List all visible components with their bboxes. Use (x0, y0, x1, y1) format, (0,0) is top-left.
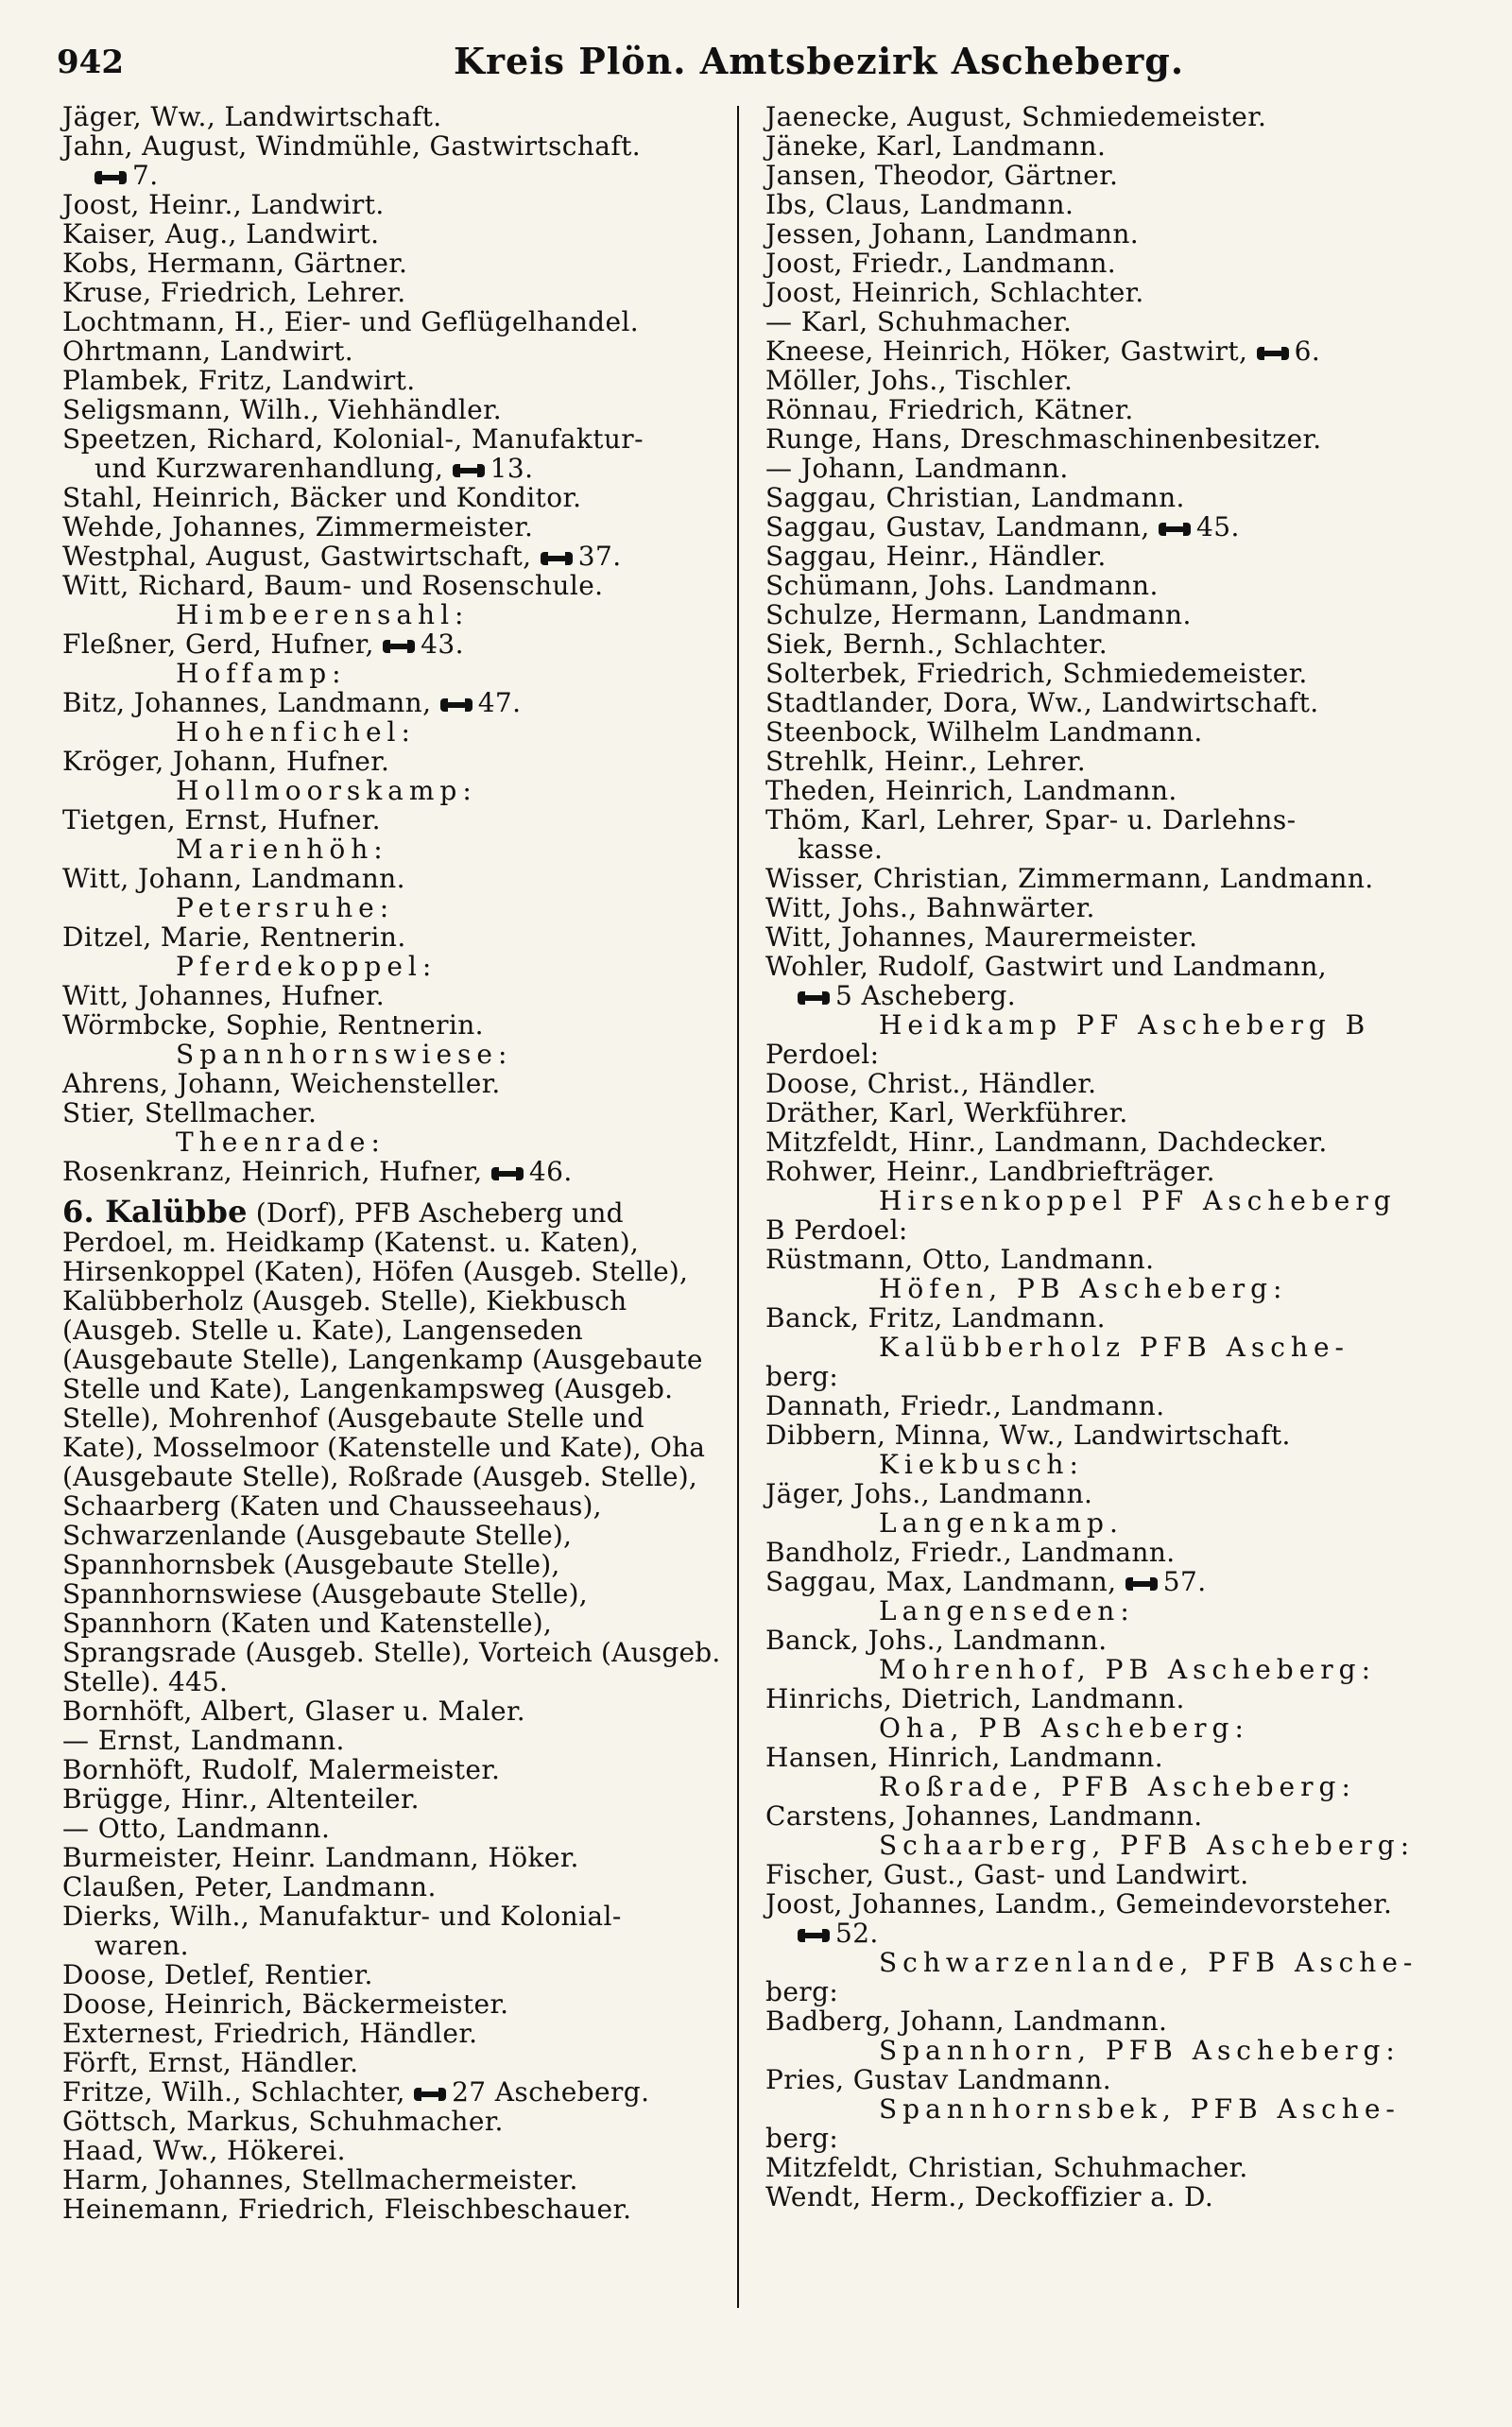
directory-entry (765, 1362, 1455, 1391)
entry-text: Witt, Johs., Bahnwärter. (765, 892, 1095, 923)
directory-entry (62, 249, 724, 278)
directory-entry (765, 1889, 1455, 1919)
entry-text: Fischer, Gust., Gast- und Landwirt. (765, 1859, 1249, 1890)
entry-text: Ahrens, Johann, Weichensteller. (62, 1068, 501, 1099)
directory-entry (765, 1479, 1455, 1508)
directory-entry (765, 922, 1455, 952)
directory-entry (765, 219, 1455, 249)
telephone-number: 57. (1162, 1566, 1207, 1597)
entry-text: Strehlk, Heinr., Lehrer. (765, 746, 1087, 777)
directory-entry (62, 1784, 724, 1814)
directory-entry (765, 1245, 1455, 1274)
directory-entry (765, 1420, 1455, 1450)
telephone-number: 52. (835, 1918, 879, 1949)
telephone-icon (798, 1929, 830, 1942)
entry-text: Haad, Ww., Hökerei. (62, 2135, 346, 2166)
entry-text: Fleßner, Gerd, Hufner, (62, 628, 374, 660)
directory-entry (62, 864, 724, 893)
directory-entry (765, 1977, 1455, 2006)
entry-text: Schulze, Hermann, Landmann. (765, 599, 1192, 630)
entry-text: — Karl, Schuhmacher. (765, 306, 1073, 337)
entry-text: berg: (765, 1976, 839, 2007)
entry-text: Jaenecke, August, Schmiedemeister. (765, 101, 1267, 132)
locality-heading: Marienhöh: (176, 834, 388, 865)
entry-text: Stier, Stellmacher. (62, 1097, 318, 1128)
entry-text: Brügge, Hinr., Altenteiler. (62, 1783, 420, 1815)
entry-text: Thöm, Karl, Lehrer, Spar- u. Darlehns- (765, 804, 1297, 835)
locality-heading: Roßrade, PFB Ascheberg: (879, 1771, 1356, 1802)
entry-text: Wendt, Herm., Deckoffizier a. D. (765, 2181, 1214, 2212)
entry-text: Bitz, Johannes, Landmann, (62, 687, 432, 718)
directory-entry (765, 1684, 1455, 1713)
directory-entry (62, 1098, 724, 1127)
directory-entry (62, 1960, 724, 1989)
directory-entry (765, 278, 1455, 307)
entry-text: Theden, Heinrich, Landmann. (765, 775, 1177, 806)
directory-entry (62, 1902, 724, 1931)
directory-entry (765, 249, 1455, 278)
locality-heading: Hoffamp: (176, 658, 347, 689)
telephone-number: 45. (1196, 511, 1240, 542)
telephone-icon (491, 1167, 524, 1180)
directory-entry (765, 805, 1455, 835)
telephone-number: 6. (1294, 336, 1321, 367)
directory-entry (62, 190, 724, 219)
directory-entry (765, 1391, 1455, 1420)
entry-text: Bornhöft, Rudolf, Malermeister. (62, 1754, 501, 1785)
entry-text: Badberg, Johann, Landmann. (765, 2005, 1168, 2037)
directory-entry (765, 717, 1455, 747)
column-divider (737, 106, 739, 2308)
telephone-icon (798, 991, 830, 1005)
directory-entry (765, 307, 1455, 336)
entry-text: Ibs, Claus, Landmann. (765, 189, 1074, 220)
entry-text: Mitzfeldt, Hinr., Landmann, Dachdecker. (765, 1127, 1328, 1158)
directory-entry (62, 571, 724, 600)
directory-entry (62, 2019, 724, 2048)
entry-text: Carstens, Johannes, Landmann. (765, 1800, 1203, 1832)
directory-entry (765, 864, 1455, 893)
directory-entry (62, 1872, 724, 1902)
municipality-description (62, 1194, 724, 1697)
directory-entry (765, 688, 1455, 717)
directory-entry (62, 1696, 724, 1726)
entry-text: Kruse, Friedrich, Lehrer. (62, 277, 406, 308)
entry-text: Stadtlander, Dora, Ww., Landwirtschaft. (765, 687, 1319, 718)
entry-text: Banck, Fritz, Landmann. (765, 1302, 1106, 1334)
locality-heading: Oha, PB Ascheberg: (879, 1713, 1249, 1744)
directory-entry (765, 1127, 1455, 1157)
entry-text: Ditzel, Marie, Rentnerin. (62, 921, 406, 953)
directory-entry (62, 219, 724, 249)
telephone-number: 43. (421, 628, 464, 660)
locality-heading: Mohrenhof, PB Ascheberg: (879, 1654, 1377, 1685)
entry-text: Wehde, Johannes, Zimmermeister. (62, 511, 534, 542)
directory-entry (62, 747, 724, 776)
directory-entry (62, 2195, 724, 2224)
directory-entry (765, 1567, 1455, 1596)
entry-continuation (765, 835, 1455, 864)
directory-entry (62, 542, 724, 571)
directory-entry (765, 1215, 1455, 1245)
entry-text: Doose, Detlef, Rentier. (62, 1959, 373, 1990)
directory-entry (62, 1726, 724, 1755)
entry-text: Joost, Johannes, Landm., Gemeindevorsteher. (765, 1888, 1393, 1919)
directory-entry (765, 336, 1455, 366)
entry-text: — Johann, Landmann. (765, 453, 1069, 484)
directory-entry (62, 336, 724, 366)
locality-heading: Heidkamp PF Ascheberg B (879, 1009, 1371, 1041)
directory-entry (62, 1989, 724, 2019)
entry-text: Perdoel: (765, 1039, 880, 1070)
entry-text: Jäneke, Karl, Landmann. (765, 130, 1107, 162)
locality-heading: Höfen, PB Ascheberg: (879, 1273, 1288, 1304)
entry-text: — Ernst, Landmann. (62, 1725, 345, 1756)
entry-text: Wisser, Christian, Zimmermann, Landmann. (765, 863, 1374, 894)
page-header (57, 26, 1455, 83)
entry-text: Dannath, Friedr., Landmann. (765, 1390, 1165, 1421)
entry-text: Saggau, Heinr., Händler. (765, 541, 1107, 572)
locality-heading: Schaarberg, PFB Ascheberg: (879, 1830, 1416, 1861)
locality-heading: Petersruhe: (176, 892, 395, 923)
telephone-number: 37. (577, 541, 622, 572)
entry-text: Jäger, Ww., Landwirtschaft. (62, 101, 442, 132)
telephone-icon (1159, 523, 1191, 536)
entry-text: Jahn, August, Windmühle, Gastwirtschaft. (62, 130, 642, 162)
directory-entry (765, 893, 1455, 922)
entry-text: Saggau, Gustav, Landmann, (765, 511, 1150, 542)
directory-entry (765, 1626, 1455, 1655)
entry-continuation (765, 1919, 1455, 1948)
telephone-number: 27 Ascheberg. (452, 2076, 650, 2108)
locality-heading: Schwarzenlande, PFB Asche- (879, 1947, 1418, 1978)
entry-text: Wohler, Rudolf, Gastwirt und Landmann, (765, 951, 1328, 982)
entry-text: Witt, Richard, Baum- und Rosenschule. (62, 570, 604, 601)
directory-entry (765, 952, 1455, 981)
directory-entry (62, 307, 724, 336)
entry-text: Schümann, Johs. Landmann. (765, 570, 1159, 601)
entry-text: Kröger, Johann, Hufner. (62, 746, 390, 777)
entry-text: Harm, Johannes, Stellmachermeister. (62, 2164, 578, 2195)
directory-entry (765, 161, 1455, 190)
telephone-icon (541, 552, 573, 565)
municipality-details: (Dorf), PFB Ascheberg und Perdoel, m. Heidkamp (Katenst. u. Katen), Hirsenkoppel (Katen), Höfen (Ausgeb. Stelle), Kalübberholz (Ausgeb. Stelle), Kiekbusch (Ausgeb. Stelle u. Kate), Langenseden (Ausgebaute Stelle), Langenkamp (Ausgebaute Stelle und Kate), Langenkampsweg (Ausgeb. Stelle), Mohrenhof (Ausgebaute Stelle und Kate), Mosselmoor (Katenstelle und Kate), Oha (Ausgebaute Stelle), Roßrade (Ausgeb. Stelle), Schaarberg (Katen und Chausseehaus), Schwarzenlande (Ausgebaute Stelle), Spannhornsbek (Ausgebaute Stelle), Spannhornswiese (Ausgebaute Stelle), Spannhorn (Katen und Katenstelle), Sprangsrade (Ausgeb. Stelle), Vorteich (Ausgeb. Stelle). 445. (62, 1197, 721, 1697)
entry-text: Tietgen, Ernst, Hufner. (62, 804, 381, 835)
entry-text: berg: (765, 1361, 839, 1392)
entry-text: Seligsmann, Wilh., Viehhändler. (62, 394, 503, 425)
directory-entry (765, 1538, 1455, 1567)
directory-entry (765, 454, 1455, 483)
entry-text: Witt, Johannes, Maurermeister. (765, 921, 1198, 953)
entry-text: Plambek, Fritz, Landwirt. (62, 365, 416, 396)
entry-text: Jessen, Johann, Landmann. (765, 218, 1140, 250)
locality-heading: Hollmoorskamp: (176, 775, 477, 806)
directory-entry (62, 1843, 724, 1872)
directory-entry (765, 659, 1455, 688)
directory-entry (765, 190, 1455, 219)
directory-entry (765, 1157, 1455, 1186)
telephone-number: 7. (132, 160, 159, 191)
directory-entry (62, 1157, 724, 1186)
directory-entry (62, 131, 724, 161)
locality-heading: Spannhornsbek, PFB Asche- (879, 2093, 1400, 2125)
entry-text: Rönnau, Friedrich, Kätner. (765, 394, 1134, 425)
entry-text: Lochtmann, H., Eier- und Geflügelhandel. (62, 306, 640, 337)
entry-text: Kaiser, Aug., Landwirt. (62, 218, 380, 250)
municipality-name: 6. Kalübbe (62, 1194, 248, 1230)
entry-text: Pries, Gustav Landmann. (765, 2064, 1112, 2095)
directory-entry (62, 688, 724, 717)
directory-entry (765, 483, 1455, 512)
directory-entry (62, 512, 724, 542)
directory-entry (765, 131, 1455, 161)
entry-text: Bornhöft, Albert, Glaser u. Maler. (62, 1695, 526, 1727)
locality-heading: Himbeerensahl: (176, 599, 470, 630)
entry-text: Förft, Ernst, Händler. (62, 2047, 359, 2078)
entry-continuation (62, 1931, 724, 1960)
directory-entry (62, 2107, 724, 2136)
entry-text: Göttsch, Markus, Schuhmacher. (62, 2106, 504, 2137)
entry-text: Westphal, August, Gastwirtschaft, (62, 541, 532, 572)
entry-text: Saggau, Max, Landmann, (765, 1566, 1117, 1597)
directory-entry (765, 747, 1455, 776)
telephone-number: 47. (477, 687, 522, 718)
directory-entry (62, 483, 724, 512)
directory-entry (62, 278, 724, 307)
directory-entry (765, 1303, 1455, 1333)
directory-entry (765, 542, 1455, 571)
entry-text: Rosenkranz, Heinrich, Hufner, (62, 1156, 483, 1187)
directory-entry (765, 571, 1455, 600)
running-title: Kreis Plön. Amtsbezirk Ascheberg. (454, 40, 1185, 82)
telephone-number: 5 Ascheberg. (835, 980, 1017, 1011)
telephone-icon (414, 2088, 446, 2101)
entry-text: Dibbern, Minna, Ww., Landwirtschaft. (765, 1420, 1291, 1451)
directory-entry (765, 1860, 1455, 1889)
telephone-number: 13. (490, 453, 534, 484)
entry-text: Solterbek, Friedrich, Schmiedemeister. (765, 658, 1308, 689)
directory-entry (765, 1040, 1455, 1069)
entry-text: Witt, Johannes, Hufner. (62, 980, 385, 1011)
entry-text: Jäger, Johs., Landmann. (765, 1478, 1093, 1509)
directory-entry (765, 2065, 1455, 2094)
entry-text: Heinemann, Friedrich, Fleischbeschauer. (62, 2194, 632, 2225)
directory-entry (62, 1010, 724, 1040)
locality-heading: Pferdekoppel: (176, 951, 438, 982)
entry-text: — Otto, Landmann. (62, 1813, 331, 1844)
entry-text: Rohwer, Heinr., Landbriefträger. (765, 1156, 1215, 1187)
telephone-icon (453, 464, 485, 477)
entry-text: Hansen, Hinrich, Landmann. (765, 1742, 1164, 1773)
entry-text: Banck, Johs., Landmann. (765, 1625, 1108, 1656)
directory-entry (62, 395, 724, 424)
directory-entry (62, 629, 724, 659)
entry-text: Joost, Heinr., Landwirt. (62, 189, 385, 220)
entry-text: Saggau, Christian, Landmann. (765, 482, 1185, 513)
directory-entry (765, 395, 1455, 424)
directory-entry (765, 102, 1455, 131)
directory-entry (62, 1069, 724, 1098)
entry-text: Hinrichs, Dietrich, Landmann. (765, 1683, 1185, 1714)
directory-entry (62, 2048, 724, 2077)
locality-heading: Spannhorn, PFB Ascheberg: (879, 2035, 1400, 2066)
entry-text: Joost, Friedr., Landmann. (765, 248, 1117, 279)
entry-text: Speetzen, Richard, Kolonial-, Manufaktur- (62, 423, 644, 455)
entry-text: Claußen, Peter, Landmann. (62, 1871, 437, 1902)
entry-text: Burmeister, Heinr. Landmann, Höker. (62, 1842, 579, 1873)
entry-text: Mitzfeldt, Christian, Schuhmacher. (765, 2152, 1248, 2183)
entry-text: Dierks, Wilh., Manufaktur- und Kolonial- (62, 1901, 622, 1932)
directory-entry (765, 424, 1455, 454)
telephone-icon (1257, 347, 1289, 360)
directory-entry (62, 102, 724, 131)
entry-text: Externest, Friedrich, Händler. (62, 2018, 478, 2049)
entry-text: Doose, Heinrich, Bäckermeister. (62, 1988, 509, 2020)
telephone-icon (1125, 1577, 1158, 1591)
entry-text: B Perdoel: (765, 1214, 908, 1246)
directory-entry (62, 424, 724, 454)
entry-text: Bandholz, Friedr., Landmann. (765, 1537, 1176, 1568)
entry-text: waren. (94, 1930, 189, 1961)
entry-text: Möller, Johs., Tischler. (765, 365, 1074, 396)
directory-entry (62, 2136, 724, 2165)
directory-entry (765, 2006, 1455, 2036)
locality-heading: Hohenfichel: (176, 716, 416, 748)
entry-text: Ohrtmann, Landwirt. (62, 336, 354, 367)
directory-entry (765, 1098, 1455, 1127)
entry-text: Kobs, Hermann, Gärtner. (62, 248, 408, 279)
locality-heading: Theenrade: (176, 1127, 386, 1158)
entry-text: kasse. (798, 834, 884, 865)
directory-entry (62, 366, 724, 395)
entry-text: berg: (765, 2123, 839, 2154)
left-column (62, 102, 724, 2224)
entry-text: Rüstmann, Otto, Landmann. (765, 1244, 1155, 1275)
directory-entry (765, 2182, 1455, 2212)
locality-heading: Kiekbusch: (879, 1449, 1084, 1480)
directory-entry (62, 1814, 724, 1843)
entry-text: Runge, Hans, Dreschmaschinenbesitzer. (765, 423, 1322, 455)
locality-heading: Kalübberholz PFB Asche- (879, 1332, 1349, 1363)
directory-entry (62, 805, 724, 835)
locality-heading: Langenkamp. (879, 1507, 1124, 1539)
entry-text: Jansen, Theodor, Gärtner. (765, 160, 1119, 191)
entry-text: Doose, Christ., Händler. (765, 1068, 1097, 1099)
directory-entry (62, 2165, 724, 2195)
directory-entry (765, 2124, 1455, 2153)
directory-entry (62, 981, 724, 1010)
entry-text: Witt, Johann, Landmann. (62, 863, 405, 894)
telephone-icon (383, 640, 415, 653)
directory-entry (765, 2153, 1455, 2182)
directory-entry (62, 922, 724, 952)
page-number: 942 (57, 43, 124, 81)
entry-continuation (765, 981, 1455, 1010)
locality-heading: Langenseden: (879, 1595, 1135, 1627)
directory-entry (765, 600, 1455, 629)
directory-entry (765, 366, 1455, 395)
locality-heading: Hirsenkoppel PF Ascheberg (879, 1185, 1397, 1216)
entry-text: Siek, Bernh., Schlachter. (765, 628, 1108, 660)
entry-text: Kneese, Heinrich, Höker, Gastwirt, (765, 336, 1248, 367)
telephone-number: 46. (528, 1156, 573, 1187)
directory-entry (62, 2077, 724, 2107)
directory-entry (765, 1743, 1455, 1772)
directory-entry (765, 1801, 1455, 1831)
directory-entry (765, 1069, 1455, 1098)
entry-text: und Kurzwarenhandlung, (94, 453, 444, 484)
right-column (765, 102, 1455, 2212)
telephone-icon (440, 698, 472, 712)
entry-continuation (62, 161, 724, 190)
entry-continuation (62, 454, 724, 483)
entry-text: Wörmbcke, Sophie, Rentnerin. (62, 1009, 484, 1041)
entry-text: Joost, Heinrich, Schlachter. (765, 277, 1144, 308)
locality-heading: Spannhornswiese: (176, 1039, 513, 1070)
directory-entry (62, 1755, 724, 1784)
entry-text: Fritze, Wilh., Schlachter, (62, 2076, 405, 2108)
entry-text: Dräther, Karl, Werkführer. (765, 1097, 1128, 1128)
directory-entry (765, 512, 1455, 542)
entry-text: Stahl, Heinrich, Bäcker und Konditor. (62, 482, 582, 513)
directory-entry (765, 776, 1455, 805)
telephone-icon (94, 171, 127, 184)
directory-entry (765, 629, 1455, 659)
entry-text: Steenbock, Wilhelm Landmann. (765, 716, 1203, 748)
